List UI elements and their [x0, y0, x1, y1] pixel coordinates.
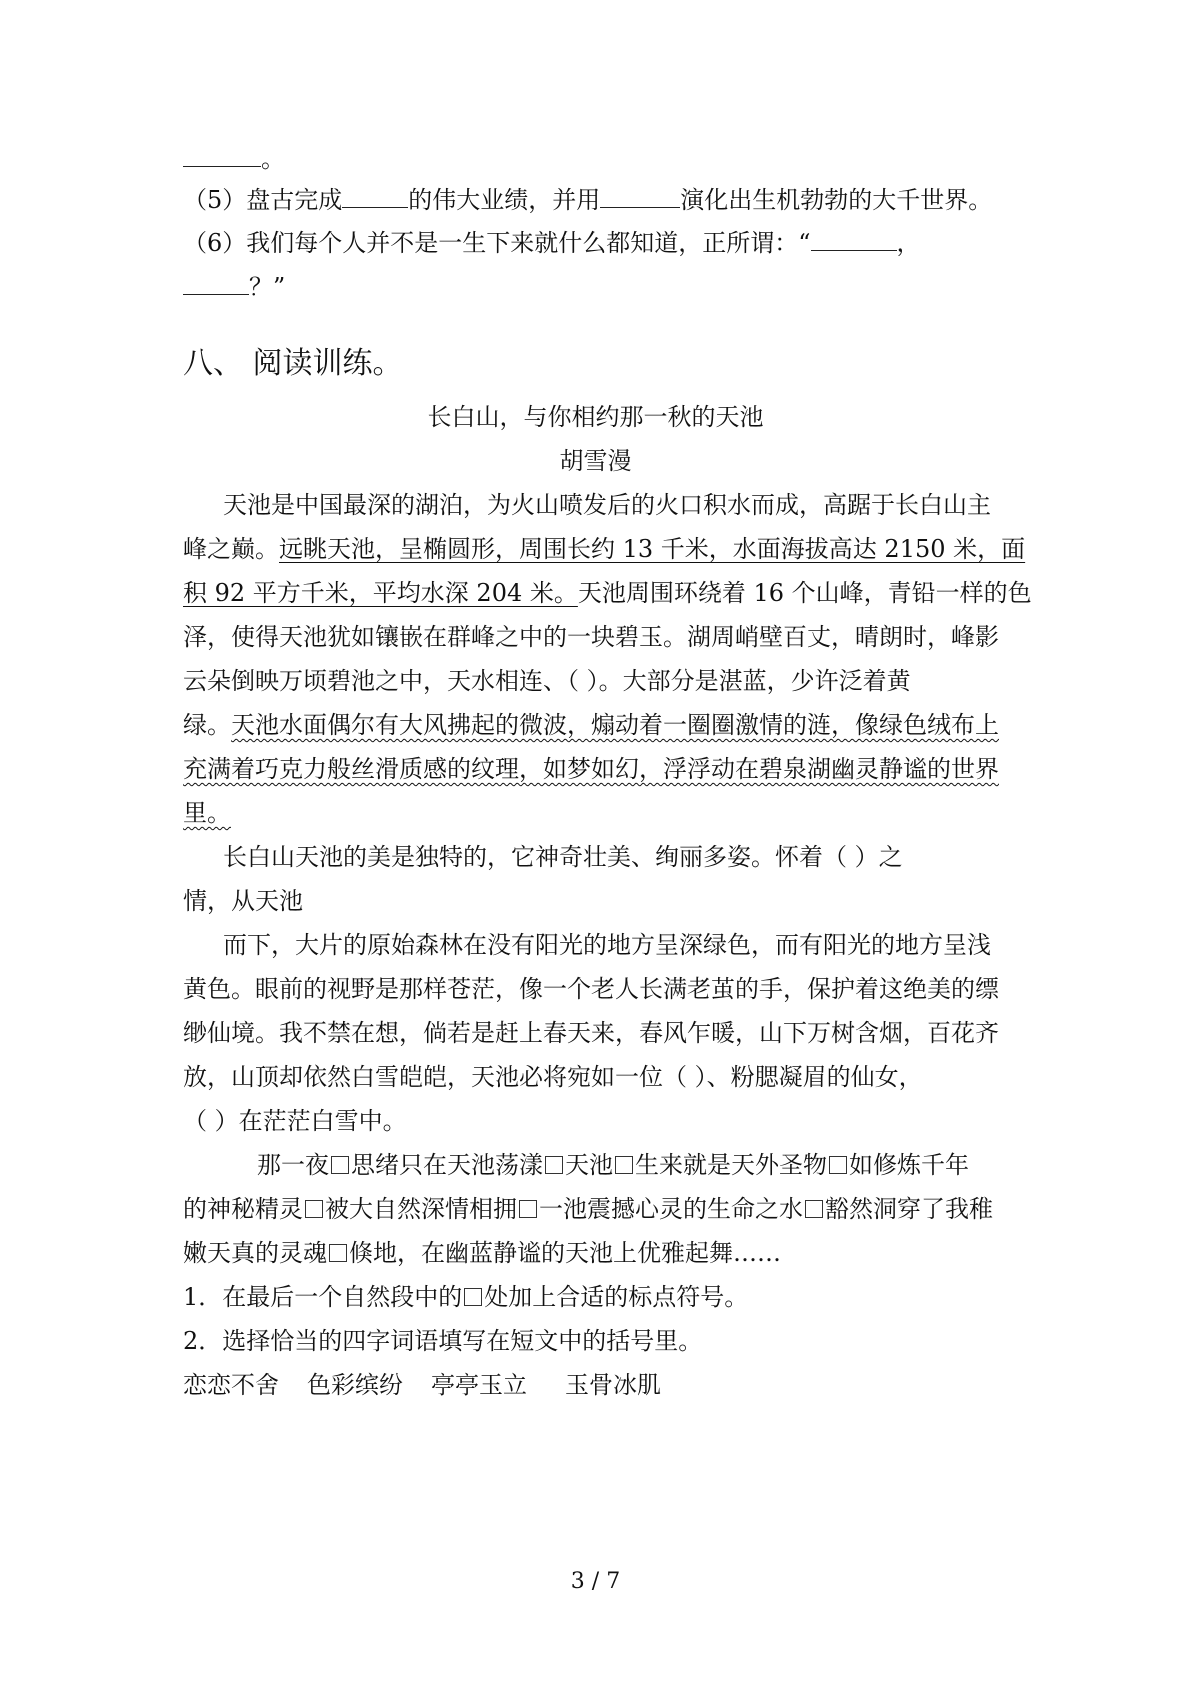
punctuation-box[interactable] [305, 1200, 323, 1218]
question-1: 1．在最后一个自然段中的 处加上合适的标点符号。 [183, 1283, 749, 1311]
article-line: 缈仙境。我不禁在想，倘若是赶上春天来，春风乍暖，山下万树含烟，百花齐 [183, 1019, 999, 1047]
wavy-underlined-sentence: 充满着巧克力般丝滑质感的纹理，如梦如幻，浮浮动在碧泉湖幽灵静谧的世界 [183, 755, 999, 783]
punctuation-box[interactable] [329, 1244, 347, 1262]
word-option: 恋恋不舍 [183, 1371, 279, 1399]
question-2: 2．选择恰当的四字词语填写在短文中的括号里。 [183, 1327, 703, 1355]
article-line: 黄色。眼前的视野是那样苍茫，像一个老人长满老茧的手，保护着这绝美的缥 [183, 975, 999, 1003]
punctuation-box-icon [464, 1288, 482, 1306]
word-option: 玉骨冰肌 [565, 1371, 661, 1399]
answer-blank[interactable] [342, 185, 408, 208]
article-line: 长白山天池的美是独特的，它神奇壮美、绚丽多姿。怀着（ ）之 [223, 843, 903, 871]
answer-blank[interactable] [183, 272, 249, 295]
word-option: 色彩缤纷 [307, 1371, 403, 1399]
wavy-underlined-sentence: 天池水面偶尔有大风拂起的微波，煽动着一圈圈激情的涟，像绿色绒布上 [231, 711, 999, 739]
article-line: 情，从天池 [183, 887, 303, 915]
article-line: 泽，使得天池犹如镶嵌在群峰之中的一块碧玉。湖周峭壁百丈，晴朗时，峰影 [183, 623, 999, 651]
fill-item-6: （6）我们每个人并不是一生下来就什么都知道，正所谓：“ ， [183, 229, 921, 257]
section-heading: 八、 阅读训练。 [183, 346, 403, 381]
page-number: 3 / 7 [570, 1569, 621, 1594]
article-line: 峰之巅。远眺天池，呈椭圆形，周围长约 13 千米，水面海拔高达 2150 米，面 [183, 535, 1026, 563]
wavy-underlined-sentence: 里。 [183, 799, 231, 827]
answer-blank[interactable] [600, 185, 680, 208]
fill-item-4-tail: 。 [183, 142, 1013, 176]
answer-blank[interactable] [183, 144, 261, 167]
article-line: 云朵倒映万顷碧池之中，天水相连、（ ）。大部分是湛蓝，少许泛着黄 [183, 667, 911, 695]
article-line: 而下，大片的原始森林在没有阳光的地方呈深绿色，而有阳光的地方呈浅 [223, 931, 991, 959]
punctuation-box[interactable] [615, 1156, 633, 1174]
word-option: 亭亭玉立 [431, 1371, 527, 1399]
underlined-sentence: 积 92 平方千米，平均水深 204 米。 [183, 579, 578, 607]
article-line-punctuation: 的神秘精灵 被大自然深情相拥 一池震撼心灵的生命之水 豁然洞穿了我稚 [183, 1195, 993, 1223]
fill-item-6-continued: ？” [183, 270, 1013, 304]
article-title: 长白山，与你相约那一秋的天池 [427, 403, 764, 431]
article-line-punctuation: 那一夜 思绪只在天池荡漾 天池 生来就是天外圣物 如修炼千年 [257, 1151, 969, 1179]
article-line-punctuation: 嫩天真的灵魂 倏地，在幽蓝静谧的天池上优雅起舞…… [183, 1239, 781, 1267]
word-options [183, 1368, 1013, 1402]
article-line: （ ）在茫茫白雪中。 [183, 1107, 407, 1135]
punctuation-box[interactable] [545, 1156, 563, 1174]
punctuation-box[interactable] [519, 1200, 537, 1218]
punctuation-box[interactable] [805, 1200, 823, 1218]
article-line: 放，山顶却依然白雪皑皑，天池必将宛如一位（ ）、粉腮凝眉的仙女， [183, 1063, 923, 1091]
article-author: 胡雪漫 [559, 447, 632, 475]
punctuation-box[interactable] [331, 1156, 349, 1174]
underlined-sentence: 远眺天池，呈椭圆形，周围长约 13 千米，水面海拔高达 2150 米，面 [279, 535, 1026, 563]
article-line: 天池是中国最深的湖泊，为火山喷发后的火口积水而成，高踞于长白山主 [223, 491, 991, 519]
fill-item-5: （5）盘古完成 的伟大业绩，并用 演化出生机勃勃的大千世界。 [183, 186, 993, 214]
article-line [183, 796, 1013, 830]
answer-blank[interactable] [811, 228, 897, 251]
article-line [183, 752, 1013, 786]
article-line: 绿。天池水面偶尔有大风拂起的微波，煽动着一圈圈激情的涟，像绿色绒布上 [183, 711, 999, 739]
punctuation-box[interactable] [829, 1156, 847, 1174]
article-line: 积 92 平方千米，平均水深 204 米。天池周围环绕着 16 个山峰，青铅一样的色 [183, 579, 1032, 607]
